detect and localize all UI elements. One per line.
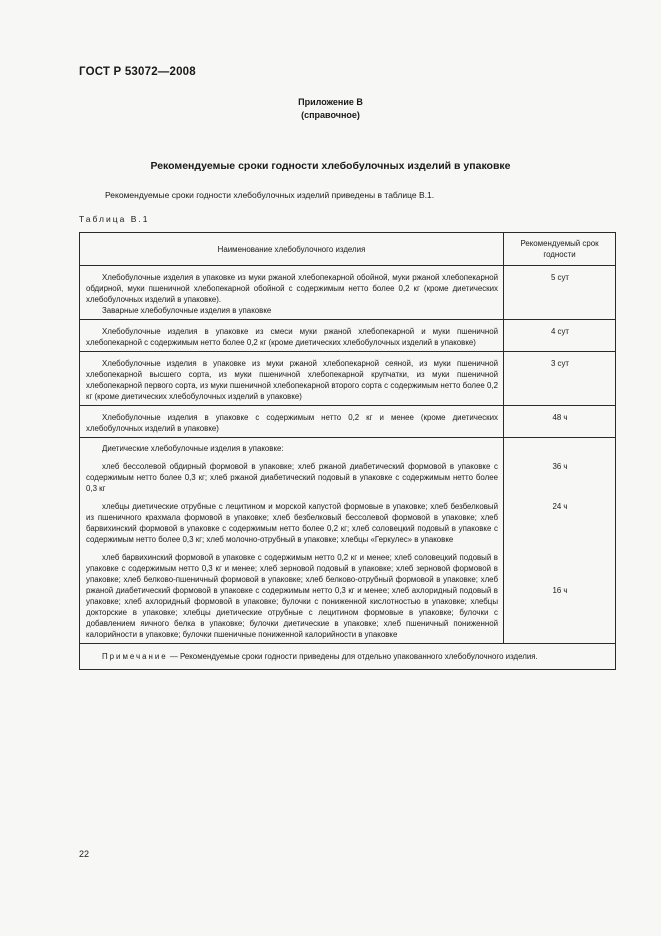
table-row bbox=[80, 266, 616, 320]
row-text: Хлебобулочные изделия в упаковке из смеси муки ржаной хлебопекарной и муки пшеничной хлебопекарной с содержимым нетто более 0,2 кг (кроме диетических хлебобулочных изделий в упаковке) bbox=[86, 327, 498, 347]
row-text: Хлебобулочные изделия в упаковке из муки ржаной хлебопекарной сеяной, из муки пшеничной хлебопекарной высшего сорта, из муки пшеничной хлебопекарной крупчатки, из муки пшеничной хлебопекарной первого сорта, из муки пшеничной хлебопекарной второго сорта с содержимым нетто более 0,2 кг (кроме диетических хлебобулочных изделий в упаковке) bbox=[86, 359, 498, 401]
note-text: — Рекомендуемые сроки годности приведены для отдельно упакованного хлебобулочного изделия. bbox=[169, 652, 538, 661]
header-shelf-life: Рекомендуемый срок годности bbox=[504, 233, 616, 266]
dietary-value: 16 ч bbox=[552, 586, 568, 595]
appendix-heading bbox=[0, 96, 661, 122]
appendix-title: Приложение В bbox=[298, 97, 363, 107]
dietary-item-text: хлебцы диетические отрубные с лецитином и морской капустой формовые в упаковке; хлеб безбелковый из пшеничного крахмала формовой в упаковке; хлеб безбелковый бессолевой формовой в упаковке; хлеб барвихинский формовой в упаковке с содержимым нетто более 0,2 кг; хлеб соловецкий подовый в упаковке с содержимым нетто более 0,3 кг; хлеб молочно-отрубный в упаковке; хлебцы «Геркулес» в упаковке bbox=[86, 502, 498, 544]
header-product-name: Наименование хлебобулочного изделия bbox=[80, 233, 504, 266]
page-number: 22 bbox=[79, 849, 90, 859]
appendix-subtitle: (справочное) bbox=[301, 110, 360, 120]
row-extra-text: Заварные хлебобулочные изделия в упаковке bbox=[102, 306, 272, 315]
row-text: Хлебобулочные изделия в упаковке с содержимым нетто 0,2 кг и менее (кроме диетических хлебобулочных изделий в упаковке) bbox=[86, 413, 498, 433]
row-product-name bbox=[80, 320, 504, 352]
dietary-value: 24 ч bbox=[552, 502, 568, 511]
table-label: Таблица В.1 bbox=[79, 214, 150, 224]
table-note-row bbox=[80, 644, 616, 670]
table-note bbox=[80, 644, 616, 670]
row-shelf-life: 3 сут bbox=[504, 352, 616, 406]
shelf-life-table bbox=[79, 232, 616, 670]
dietary-cell bbox=[80, 438, 504, 644]
intro-paragraph: Рекомендуемые сроки годности хлебобулочных изделий приведены в таблице В.1. bbox=[105, 190, 435, 200]
row-product-name bbox=[80, 406, 504, 438]
note-label: Примечание bbox=[102, 652, 168, 661]
dietary-values bbox=[504, 438, 616, 644]
standard-number: ГОСТ Р 53072—2008 bbox=[79, 66, 196, 78]
dietary-value: 36 ч bbox=[552, 462, 568, 471]
table-row bbox=[80, 406, 616, 438]
row-shelf-life: 5 сут bbox=[504, 266, 616, 320]
row-product-name bbox=[80, 352, 504, 406]
table-header-row bbox=[80, 233, 616, 266]
table-row-dietary bbox=[80, 438, 616, 644]
row-shelf-life: 48 ч bbox=[504, 406, 616, 438]
row-product-name bbox=[80, 266, 504, 320]
table-row bbox=[80, 352, 616, 406]
table-row bbox=[80, 320, 616, 352]
dietary-heading: Диетические хлебобулочные изделия в упаковке: bbox=[102, 444, 284, 453]
document-title: Рекомендуемые сроки годности хлебобулочных изделий в упаковке bbox=[150, 160, 511, 172]
row-text: Хлебобулочные изделия в упаковке из муки ржаной хлебопекарной обойной, муки ржаной хлебопекарной обдирной, муки пшеничной хлебопекарной обойной с содержимым нетто более 0,2 кг (кроме диетических хлебобулочных изделий в упаковке). bbox=[86, 273, 498, 304]
dietary-item-text: хлеб барвихинский формовой в упаковке с содержимым нетто 0,2 кг и менее; хлеб соловецкий подовый в упаковке с содержимым нетто 0,3 кг и менее; хлеб зерновой подовый в упаковке; хлеб зерновой формовой в упаковке; хлеб белково-пшеничный формовой в упаковке; хлеб белково-отрубный формовой в упаковке; хлеб ржаной диабетический формовой в упаковке с содержимым нетто 0,3 кг и менее; хлеб ахлоридный подовый в упаковке; хлеб ахлоридный формовой в упаковке; булочки с пониженной кислотностью в упаковке; хлебцы докторские в упаковке; хлебцы диетические отрубные с лецитином формовые в упаковке; булочки с добавлением яичного белка в упаковке; булочки диетические в упаковке; хлеб пшеничный пониженной калорийности в упаковке; булочки пшеничные пониженной калорийности в упаковке bbox=[86, 553, 498, 639]
row-shelf-life: 4 сут bbox=[504, 320, 616, 352]
dietary-item-text: хлеб бессолевой обдирный формовой в упаковке; хлеб ржаной диабетический формовой в упаковке с содержимым нетто более 0,3 кг; хлеб ржаной диабетический подовый в упаковке с содержимым нетто более 0,3 кг bbox=[86, 462, 498, 493]
